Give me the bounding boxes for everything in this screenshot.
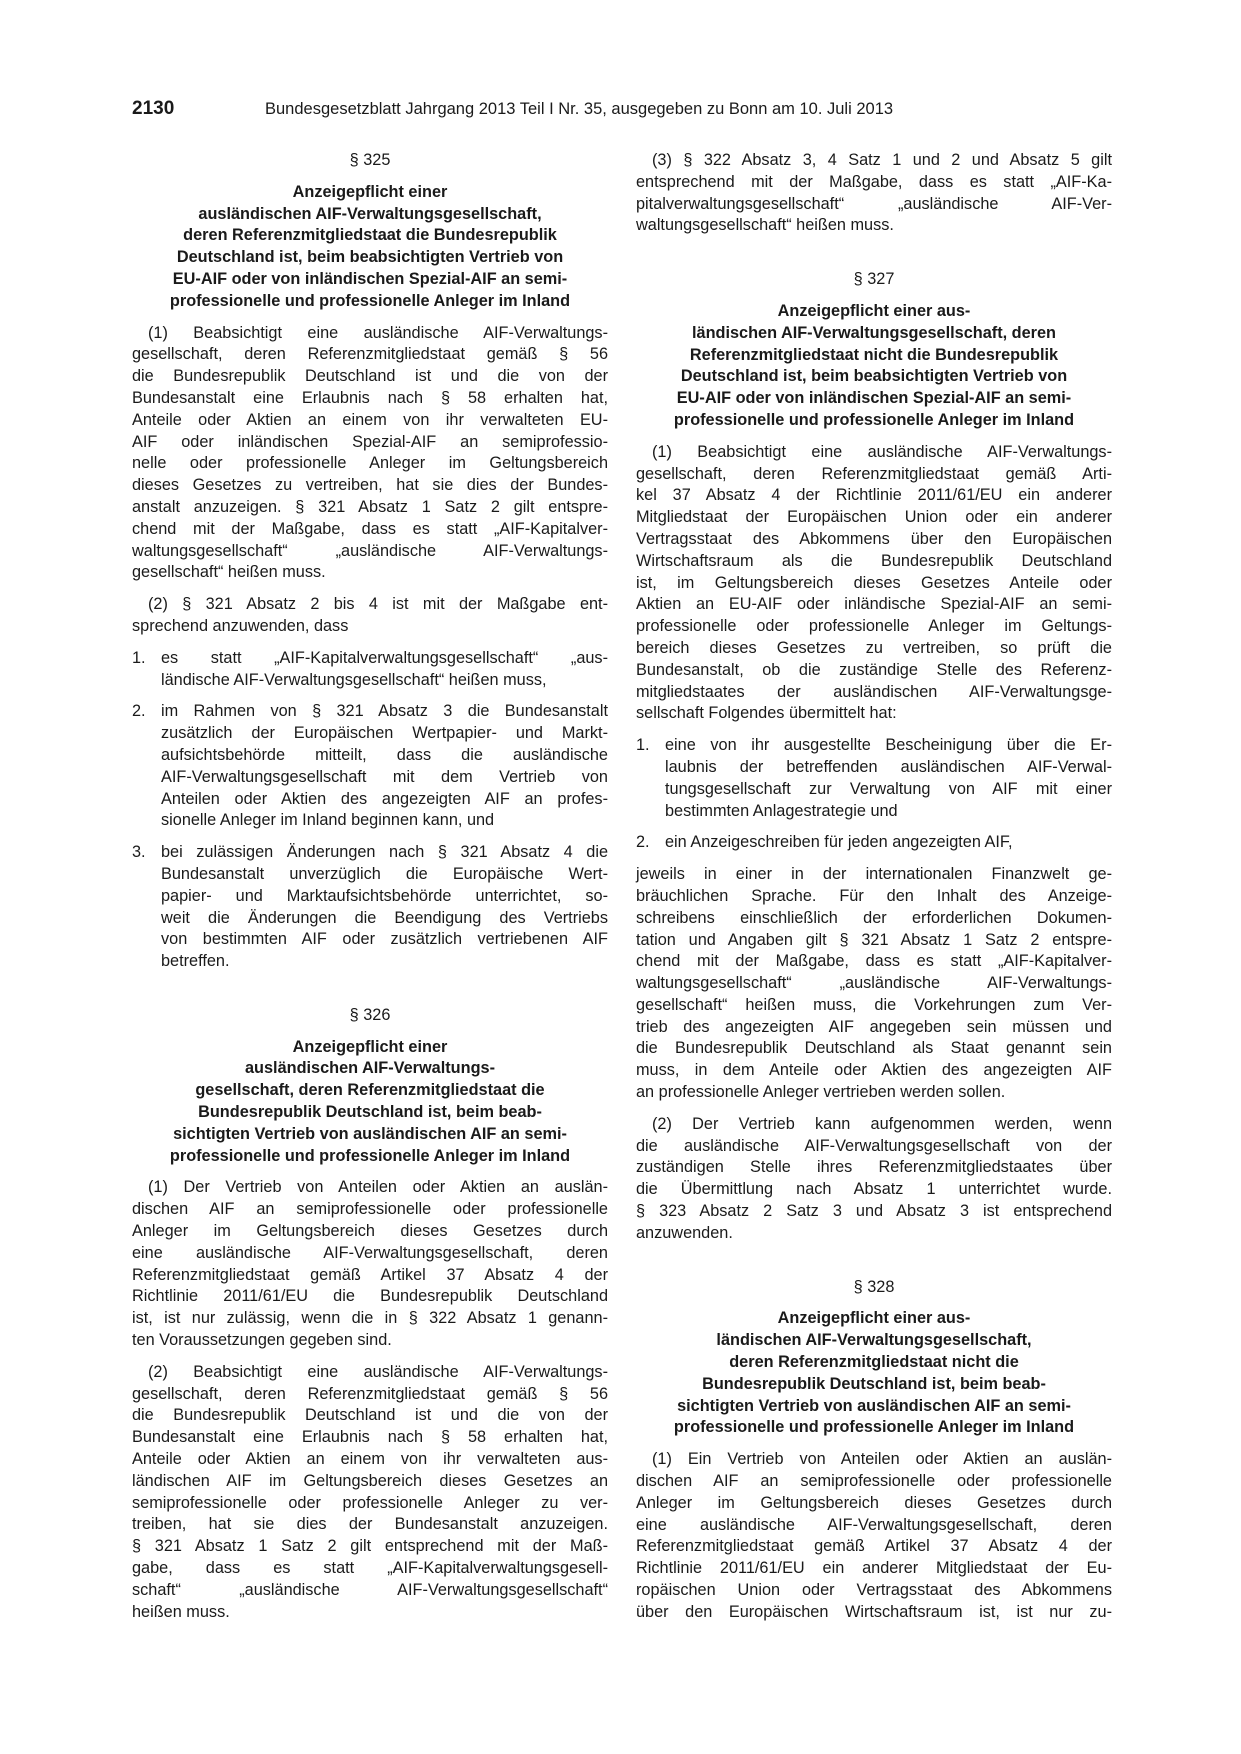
text-line: Aktien an EU-AIF oder inländische Spezial-AIF an semi- [636, 595, 1112, 614]
text-line: eine von ihr ausgestellte Bescheinigung über die Er- [665, 736, 1112, 755]
text-line: anstalt anzuzeigen. § 321 Absatz 1 Satz 2 gilt entspre- [132, 497, 608, 516]
title-line: sichtigten Vertrieb von ausländischen AIF an semi- [173, 1124, 567, 1143]
text-line: Referenzmitgliedstaat gemäß Artikel 37 Absatz 4 der [636, 1537, 1112, 1556]
paragraph-327-1 [636, 442, 1112, 725]
title-line: Referenzmitgliedstaat nicht die Bundesrepublik [689, 345, 1059, 364]
list-item [636, 735, 1112, 822]
text-line: sellschaft Folgendes übermittelt hat: [636, 704, 897, 723]
left-column [132, 150, 608, 1633]
list-number: 1. [636, 736, 650, 755]
text-line: Richtlinie 2011/61/EU ein anderer Mitgliedstaat der Eu- [636, 1559, 1112, 1578]
text-line: mitgliedstaates der ausländischen AIF-Verwaltungsge- [636, 682, 1112, 701]
text-line: waltungsgesellschaft“ „ausländische AIF-Verwaltungs- [636, 974, 1112, 993]
title-line: EU-AIF oder von inländischen Spezial-AIF an semi- [172, 269, 568, 288]
text-line: schreibens einschließlich der erforderlichen Dokumen- [636, 908, 1112, 927]
title-line: Bundesrepublik Deutschland ist, beim beab- [198, 1103, 542, 1122]
text-line: AIF-Verwaltungsgesellschaft mit dem Vertrieb von [161, 767, 608, 786]
text-line: § 323 Absatz 2 Satz 3 und Absatz 3 ist entsprechend [636, 1202, 1112, 1221]
section-gap [636, 247, 1112, 269]
title-line: ländischen AIF-Verwaltungsgesellschaft, [716, 1331, 1032, 1350]
section-number-327: § 327 [853, 270, 895, 289]
text-line: (2) § 321 Absatz 2 bis 4 ist mit der Maßgabe ent- [148, 595, 608, 614]
text-line: ropäischen Union oder Vertragsstaat des Abkommens [636, 1581, 1112, 1600]
text-line: Anleger im Geltungsbereich dieses Gesetzes durch [636, 1493, 1112, 1512]
text-line: Bundesanstalt, ob die zuständige Stelle des Referenz- [636, 660, 1112, 679]
title-line: Anzeigepflicht einer [292, 182, 448, 201]
text-line: an professionelle Anleger vertrieben werden sollen. [636, 1083, 1006, 1102]
title-line: Anzeigepflicht einer [292, 1037, 448, 1056]
title-line: Anzeigepflicht einer aus- [777, 301, 971, 320]
title-line: ländischen AIF-Verwaltungsgesellschaft, deren [691, 323, 1056, 342]
text-line: muss, in dem Anteile oder Aktien des angezeigten AIF [636, 1061, 1112, 1080]
section-number-325: § 325 [349, 151, 391, 169]
list-item [132, 648, 608, 692]
section-title-325 [132, 182, 608, 313]
text-line: Anleger im Geltungsbereich dieses Gesetzes durch [132, 1222, 608, 1241]
text-line: anzuwenden. [636, 1223, 733, 1242]
text-line: sionelle Anleger im Inland beginnen kann, und [161, 811, 495, 830]
section-gap [636, 1255, 1112, 1277]
text-line: tation und Angaben gilt § 321 Absatz 1 Satz 2 entspre- [636, 930, 1112, 949]
text-line: sprechend anzuwenden, dass [132, 616, 349, 635]
running-header: Bundesgesetzblatt Jahrgang 2013 Teil I Nr. 35, ausgegeben zu Bonn am 10. Juli 2013 [265, 100, 894, 118]
text-line: eine ausländische AIF-Verwaltungsgesellschaft, deren [132, 1243, 608, 1262]
text-line: entsprechend mit der Maßgabe, dass es statt „AIF-Ka- [636, 172, 1112, 191]
text-line: gesellschaft“ heißen muss. [132, 563, 326, 582]
text-line: die Übermittlung nach Absatz 1 unterrichtet wurde. [636, 1180, 1112, 1199]
list-number: 2. [636, 833, 650, 852]
text-line: es statt „AIF-Kapitalverwaltungsgesellschaft“ „aus- [161, 648, 608, 667]
paragraph-326-1 [132, 1177, 608, 1351]
section-title-328 [636, 1308, 1112, 1439]
text-line: Mitgliedstaat der Europäischen Union oder ein anderer [636, 508, 1112, 527]
section-title-327 [636, 301, 1112, 432]
text-line: die Bundesrepublik Deutschland ist und die von der [132, 1406, 608, 1425]
text-line: treiben, hat sie dies der Bundesanstalt anzuzeigen. [132, 1515, 608, 1534]
text-line: (1) Ein Vertrieb von Anteilen oder Aktien an auslän- [652, 1450, 1112, 1469]
text-line: schaft“ „ausländische AIF-Verwaltungsgesellschaft“ [132, 1580, 608, 1599]
text-line: bräuchlichen Sprache. Für den Inhalt des Anzeige- [636, 886, 1112, 905]
text-line: chend mit der Maßgabe, dass es statt „AIF-Kapitalver- [132, 519, 608, 538]
text-line: laubnis der betreffenden ausländischen AIF-Verwal- [665, 757, 1112, 776]
list-item [132, 842, 608, 973]
text-line: dieses Gesetzes zu vertreiben, hat sie dies der Bundes- [132, 476, 608, 495]
text-line: Anteilen oder Aktien des angezeigten AIF an profes- [161, 789, 608, 808]
text-line: waltungsgesellschaft“ „ausländische AIF-Verwaltungs- [132, 541, 608, 560]
text-line: weit die Änderungen die Beendigung des Vertriebs [161, 908, 608, 927]
text-line: die Bundesrepublik Deutschland als Staat genannt sein [636, 1039, 1112, 1058]
title-line: professionelle und professionelle Anleger im Inland [169, 1146, 571, 1165]
title-line: Bundesrepublik Deutschland ist, beim beab- [702, 1374, 1046, 1393]
right-column [636, 150, 1112, 1634]
text-line: Bundesanstalt eine Erlaubnis nach § 58 erhalten hat, [132, 1428, 608, 1447]
list-number: 3. [132, 843, 146, 862]
text-line: nelle oder professionelle Anleger im Geltungsbereich [132, 454, 608, 473]
text-line: (1) Beabsichtigt eine ausländische AIF-Verwaltungs- [148, 323, 608, 342]
text-line: ein Anzeigeschreiben für jeden angezeigten AIF, [665, 833, 1013, 852]
text-line: Bundesanstalt eine Erlaubnis nach § 58 erhalten hat, [132, 388, 608, 407]
text-line: dischen AIF an semiprofessionelle oder professionelle [636, 1472, 1112, 1491]
text-line: ten Voraussetzungen gegeben sind. [132, 1331, 392, 1350]
text-line: waltungsgesellschaft“ heißen muss. [636, 216, 894, 235]
text-line: gesellschaft, deren Referenzmitgliedstaat gemäß § 56 [132, 1384, 608, 1403]
text-line: ländische AIF-Verwaltungsgesellschaft“ heißen muss, [161, 670, 547, 689]
text-line: Referenzmitgliedstaat gemäß Artikel 37 Absatz 4 der [132, 1265, 608, 1284]
text-line: Wirtschaftsraum als die Bundesrepublik Deutschland [636, 551, 1112, 570]
text-line: AIF oder inländischen Spezial-AIF an semiprofessio- [132, 432, 608, 451]
paragraph-326-2 [132, 1362, 608, 1624]
text-line: jeweils in einer in der internationalen Finanzwelt ge- [636, 865, 1112, 884]
paragraph-328-1 [636, 1449, 1112, 1623]
text-line: die Bundesrepublik Deutschland ist und die von der [132, 367, 608, 386]
text-line: zusätzlich der Europäischen Wertpapier- und Markt- [161, 724, 608, 743]
text-line: bereich dieses Gesetzes zu vertreiben, so prüft die [636, 638, 1112, 657]
text-line: eine ausländische AIF-Verwaltungsgesellschaft, deren [636, 1515, 1112, 1534]
text-line: ländischen AIF im Geltungsbereich dieses Gesetzes an [132, 1471, 608, 1490]
title-line: professionelle und professionelle Anleger im Inland [169, 291, 571, 310]
text-line: bei zulässigen Änderungen nach § 321 Absatz 4 die [161, 843, 608, 862]
text-line: ist, ist nur zulässig, wenn die in § 322 Absatz 1 genann- [132, 1309, 608, 1328]
text-line: zuständigen Stelle ihres Referenzmitgliedstaates über [636, 1158, 1112, 1177]
text-line: gesellschaft, deren Referenzmitgliedstaat gemäß § 56 [132, 345, 608, 364]
text-line: von bestimmten AIF oder zusätzlich vertriebenen AIF [161, 930, 608, 949]
title-line: Anzeigepflicht einer aus- [777, 1309, 971, 1328]
text-line: dischen AIF an semiprofessionelle oder professionelle [132, 1200, 608, 1219]
text-line: Anteile oder Aktien an einem von ihr verwalteten EU- [132, 410, 608, 429]
text-line: professionelle oder professionelle Anleger im Geltungs- [636, 617, 1112, 636]
list-item [636, 832, 1112, 854]
paragraph-326-3 [636, 150, 1112, 237]
text-line: im Rahmen von § 321 Absatz 3 die Bundesanstalt [161, 702, 608, 721]
text-line: über den Europäischen Wirtschaftsraum ist, ist nur zu- [636, 1602, 1112, 1621]
list-item [132, 701, 608, 832]
title-line: professionelle und professionelle Anleger im Inland [673, 1418, 1075, 1437]
text-line: (2) Der Vertrieb kann aufgenommen werden, wenn [652, 1114, 1112, 1133]
text-line: die ausländische AIF-Verwaltungsgesellschaft von der [636, 1136, 1112, 1155]
text-line: betreffen. [161, 952, 230, 971]
text-line: papier- und Marktaufsichtsbehörde unterrichtet, so- [161, 886, 608, 905]
paragraph-327-2 [636, 1114, 1112, 1245]
text-line: aufsichtsbehörde mitteilt, dass die ausländische [161, 745, 608, 764]
text-line: tungsgesellschaft zur Verwaltung von AIF mit einer [665, 779, 1112, 798]
title-line: Deutschland ist, beim beabsichtigten Vertrieb von [680, 367, 1068, 386]
text-line: bestimmten Anlagestrategie und [665, 801, 898, 820]
title-line: professionelle und professionelle Anleger im Inland [673, 410, 1075, 429]
title-line: deren Referenzmitgliedstaat die Bundesrepublik [183, 226, 557, 245]
paragraph-325-2 [132, 594, 608, 638]
text-line: § 321 Absatz 1 Satz 2 gilt entsprechend mit der Maß- [132, 1537, 608, 1556]
text-line: Anteile oder Aktien an einem von ihr verwalteten aus- [132, 1450, 608, 1469]
title-line: sichtigten Vertrieb von ausländischen AIF an semi- [677, 1396, 1071, 1415]
list-number: 2. [132, 702, 146, 721]
text-line: semiprofessionelle oder professionelle Anleger zu ver- [132, 1493, 608, 1512]
text-line: (3) § 322 Absatz 3, 4 Satz 1 und 2 und Absatz 5 gilt [652, 151, 1112, 169]
title-line: ausländischen AIF-Verwaltungs- [245, 1059, 495, 1078]
text-line: ist, im Geltungsbereich dieses Gesetzes Anteile oder [636, 573, 1112, 592]
text-line: gabe, dass es statt „AIF-Kapitalverwaltungsgesell- [132, 1559, 608, 1578]
text-line: Bundesanstalt unverzüglich die Europäische Wert- [161, 864, 608, 883]
text-line: pitalverwaltungsgesellschaft“ „ausländische AIF-Ver- [636, 194, 1112, 213]
text-line: trieb des angezeigten AIF angegeben sein müssen und [636, 1017, 1112, 1036]
title-line: EU-AIF oder von inländischen Spezial-AIF an semi- [676, 389, 1072, 408]
title-line: gesellschaft, deren Referenzmitgliedstaat die [195, 1081, 545, 1100]
section-number-326: § 326 [349, 1005, 391, 1024]
text-line: heißen muss. [132, 1602, 230, 1621]
title-line: Deutschland ist, beim beabsichtigten Vertrieb von [176, 248, 564, 267]
list-number: 1. [132, 648, 146, 667]
text-line: (2) Beabsichtigt eine ausländische AIF-Verwaltungs- [148, 1362, 608, 1381]
paragraph-325-1 [132, 323, 608, 585]
text-line: Vertragsstaat des Abkommens über den Europäischen [636, 529, 1112, 548]
page-number: 2130 [132, 98, 175, 119]
title-line: deren Referenzmitgliedstaat nicht die [729, 1353, 1019, 1372]
text-line: (1) Beabsichtigt eine ausländische AIF-Verwaltungs- [652, 442, 1112, 461]
section-gap [132, 983, 608, 1005]
paragraph-327-1-continued [636, 864, 1112, 1104]
text-line: gesellschaft, deren Referenzmitgliedstaat gemäß Arti- [636, 464, 1112, 483]
text-line: chend mit der Maßgabe, dass es statt „AIF-Kapitalver- [636, 952, 1112, 971]
section-number-328: § 328 [853, 1277, 895, 1296]
text-line: kel 37 Absatz 4 der Richtlinie 2011/61/EU ein anderer [636, 486, 1112, 505]
text-line: (1) Der Vertrieb von Anteilen oder Aktien an auslän- [148, 1178, 608, 1197]
section-title-326 [132, 1037, 608, 1168]
text-line: gesellschaft“ heißen muss, die Vorkehrungen zum Ver- [636, 995, 1112, 1014]
text-line: Richtlinie 2011/61/EU die Bundesrepublik Deutschland [132, 1287, 608, 1306]
title-line: ausländischen AIF-Verwaltungsgesellschaft, [198, 204, 542, 223]
